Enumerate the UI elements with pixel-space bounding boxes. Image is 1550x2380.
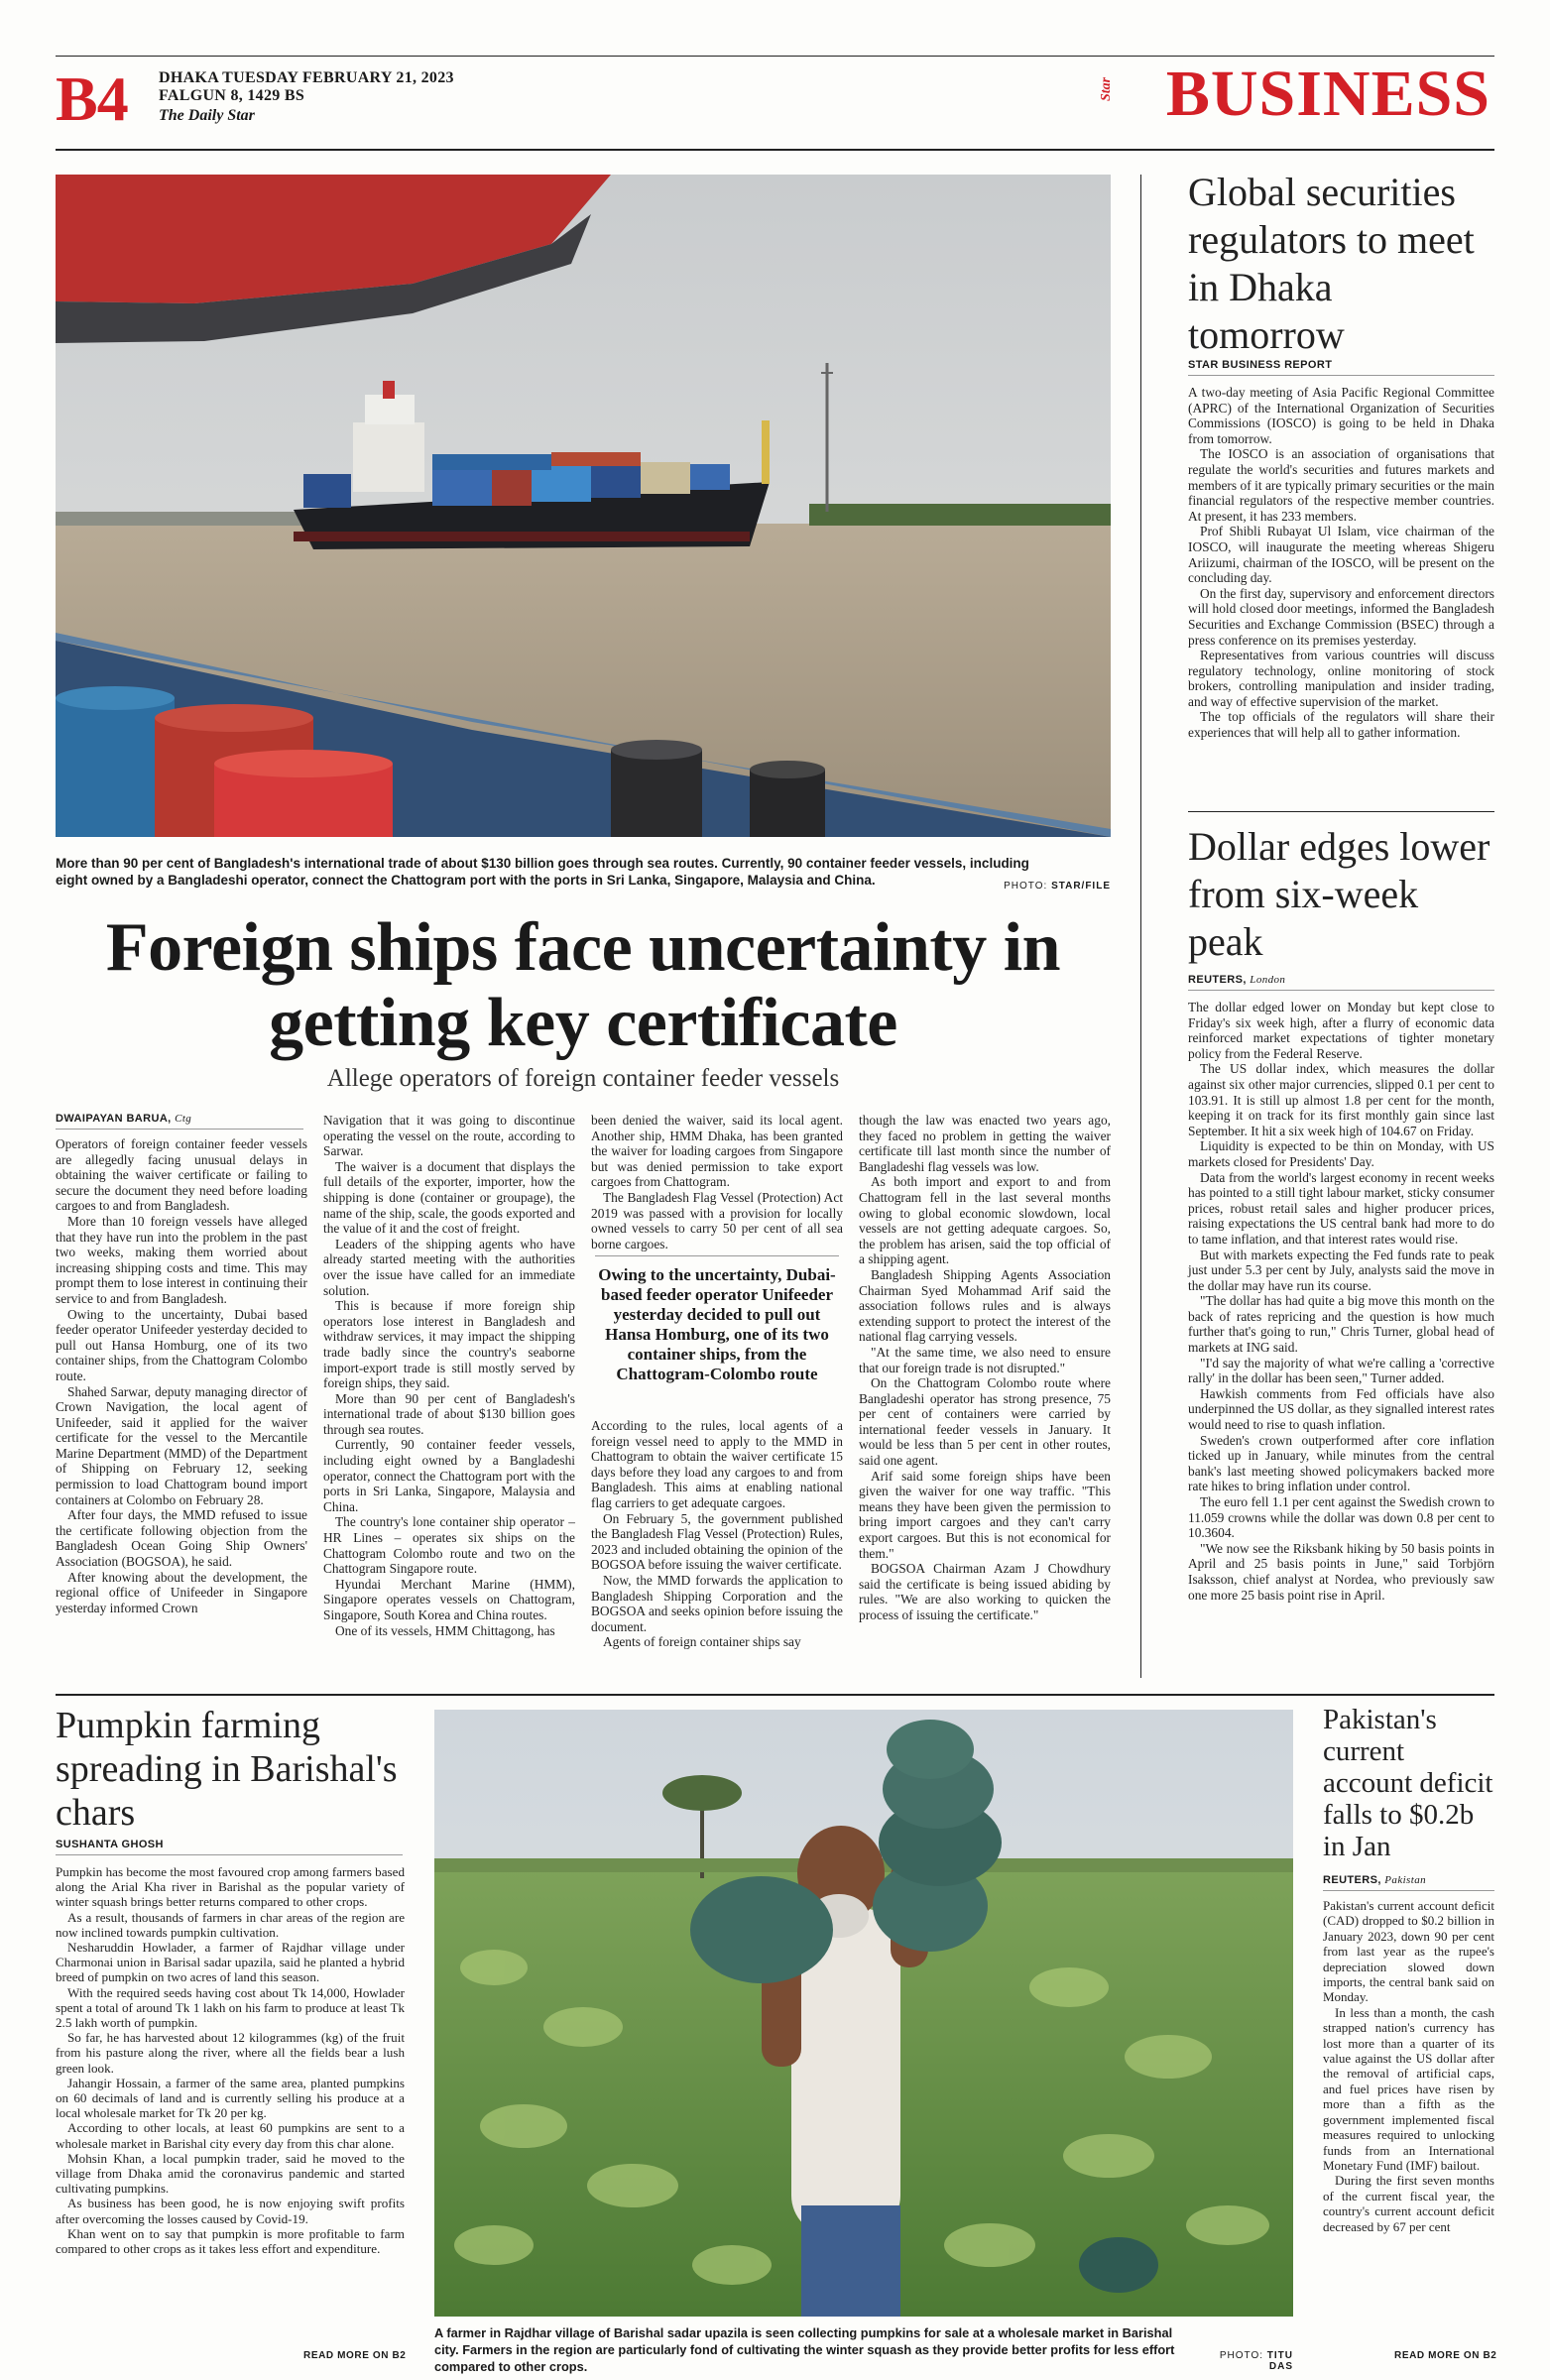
securities-headline: Global securities regulators to meet in Dhaka tomorrow: [1188, 170, 1475, 357]
lead-byline-name: DWAIPAYAN BARUA,: [56, 1113, 172, 1125]
lead-paragraph: This is because if more foreign ship operators lose interest in Bangladesh and withdraw services, it may impact the shipping trade badly since the country's seaborne import-export trade is still mostly served by foreign ships, they said.: [323, 1298, 575, 1391]
dollar-paragraph: The dollar edged lower on Monday but kept close to Friday's six week high, after a flurry of economic data reinforced market expectations of tighter monetary policy from the Federal Reserve.: [1188, 1000, 1494, 1061]
pumpkin-photo-credit: [1198, 2350, 1293, 2372]
lead-paragraph: The Bangladesh Flag Vessel (Protection) Act 2019 was passed with a provision for locally owned vessels to carry 50 per cent of all sea borne cargoes.: [591, 1189, 843, 1251]
ship-photo: [56, 175, 1111, 837]
lead-paragraph: Operators of foreign container feeder vessels are allegedly facing unusual delays in obtaining the waiver certificate or failing to secure the document they need before loading cargoes to and from Bangladesh.: [56, 1136, 307, 1214]
lead-byline-dateline: Ctg: [175, 1113, 192, 1125]
lead-paragraph: Leaders of the shipping agents who have already started meeting with the authorities over the issue have called for an immediate solution.: [323, 1236, 575, 1298]
securities-paragraph: Representatives from various countries will discuss regulatory technology, online monitoring of stock brokers, controlling manipulation and insider trading, and way of effective supervision of the market.: [1188, 648, 1494, 709]
photo-credit-label: PHOTO:: [1004, 881, 1048, 892]
pumpkin-read-more[interactable]: READ MORE ON B2: [303, 2350, 407, 2361]
lead-paragraph: Shahed Sarwar, deputy managing director of Crown Navigation, the local agent of Unifeeder, said it applied for the waiver certificate for the vessel to the Mercantile Marine Department (MMD) of the Department of Shipping on February 12, seeking permission to load Chattogram bound import containers at Colombo on February 28.: [56, 1383, 307, 1507]
dateline-bangla-date: FALGUN 8, 1429 BS: [159, 87, 305, 104]
lead-paragraph: Hyundai Merchant Marine (HMM), Singapore operates vessels on Chattogram, Singapore, South Korea and China routes.: [323, 1576, 575, 1622]
lead-paragraph: As both import and export to and from Chattogram fell in the last several months owing to global economic slowdown, local vessels are not getting adequate cargoes. So, the problem has arisen, said the top official of a shipping agent.: [859, 1174, 1111, 1267]
lead-byline: [56, 1113, 191, 1125]
dollar-byline-name: REUTERS,: [1188, 974, 1247, 986]
lead-column-3: [591, 1113, 843, 1251]
lead-paragraph: "At the same time, we also need to ensure that our foreign trade is not disrupted.": [859, 1344, 1111, 1375]
lead-paragraph: Currently, 90 container feeder vessels, including eight owned by a Bangladeshi operator, connect the Chattogram port with the ports in Sri Lanka, Singapore, Malaysia and China.: [323, 1437, 575, 1514]
pakistan-headline: Pakistan's current account deficit falls to $0.2b in Jan: [1323, 1704, 1493, 1862]
securities-paragraph: The IOSCO is an association of organisations that regulate the world's securities and futures markets and members of it are typically primary securities or the main financial regulators of the respective member countries. At present, it has 233 members.: [1188, 446, 1494, 524]
lead-paragraph: Owing to the uncertainty, Dubai based feeder operator Unifeeder yesterday decided to pull out Hansa Homburg, one of its two container ships, from the Chattogram Colombo route.: [56, 1306, 307, 1383]
top-rule: [56, 56, 1494, 57]
lead-column-3b: [591, 1418, 843, 1650]
ship-photo-credit: [1002, 881, 1111, 892]
lead-paragraph: On the Chattogram Colombo route where Bangladeshi operator has strong presence, 75 per cent of containers were carried by international feeder vessels in January. It would be less than 5 per cent in other routes, said one agent.: [859, 1375, 1111, 1469]
dollar-paragraph: Data from the world's largest economy in recent weeks has pointed to a still tight labour market, sticky consumer prices, robust retail sales and higher producer prices, raising expectations the US central bank had more to do to tame inflation, and that interest rates would rise.: [1188, 1169, 1494, 1247]
lead-paragraph: Bangladesh Shipping Agents Association Chairman Syed Mohammad Arif said the association follows rules and is always extending support to protect the interest of the national flag carrying vessels.: [859, 1266, 1111, 1345]
pumpkin-byline: SUSHANTA GHOSH: [56, 1839, 164, 1850]
byline-rule: [1188, 375, 1494, 376]
lead-paragraph: More than 10 foreign vessels have alleged that they have run into the problem in the past two weeks, making them worried about increasing shipping costs and time. This may prompt them to lose interest in continuing their service to and from Bangladesh.: [56, 1213, 307, 1306]
byline-rule: [56, 1129, 303, 1130]
paper-name: The Daily Star: [159, 107, 255, 124]
lead-paragraph: One of its vessels, HMM Chittagong, has: [335, 1622, 555, 1638]
section-logo: Star: [1099, 76, 1114, 101]
pakistan-paragraph: During the first seven months of the current fiscal year, the country's current account deficit decreased by 67 per cent: [1323, 2173, 1494, 2234]
lead-paragraph: On February 5, the government published the Bangladesh Flag Vessel (Protection) Rules, 2023 and included obtaining the opinion of the BOGSOA before issuing the waiver certificate.: [591, 1510, 843, 1573]
pull-quote-rule-top: [595, 1255, 839, 1256]
pumpkin-paragraph: As business has been good, he is now enjoying swift profits after overcoming the losses caused by Covid-19.: [56, 2196, 405, 2226]
lead-paragraph: The waiver is a document that displays the full details of the exporter, importer, how the shipping is done (container or groupage), the name of the ship, scale, the goods exported and the value of it and the cost of freight.: [323, 1158, 575, 1237]
pakistan-paragraph: In less than a month, the cash strapped nation's currency has lost more than a quarter of its value against the US dollar after the removal of artificial caps, and fuel prices have risen by more than a fifth as the government implemented fiscal measures required to unlocking funds from an International Monetary Fund (IMF) bailout.: [1323, 2004, 1494, 2173]
pumpkin-paragraph: According to other locals, at least 60 pumpkins are sent to a wholesale market in Barishal city every day from this char alone.: [56, 2120, 405, 2151]
pumpkin-photo-caption: A farmer in Rajdhar village of Barishal sadar upazila is seen collecting pumpkins for sale at a wholesale market in Barishal city. Farmers in the region are particularly fond of cultivating the winter squash as they provide better profits for less effort compared to other crops.: [434, 2325, 1175, 2374]
dollar-paragraph: "I'd say the majority of what we're calling a 'corrective rally' in the dollar has been seen," Turner added.: [1188, 1355, 1494, 1386]
dollar-paragraph: "We now see the Riksbank hiking by 50 basis points in April and 25 basis points in June," said Torbjörn Isaksson, chief analyst at Nordea, who previously saw one more 25 basis point rise in April.: [1188, 1540, 1494, 1603]
dollar-paragraph: "The dollar has had quite a big move this month on the back of rates repricing and the question is how much further that's going to run," Chris Turner, global head of markets at ING said.: [1188, 1293, 1494, 1356]
pumpkin-paragraph: Jahangir Hossain, a farmer of the same area, planted pumpkins on 60 decimals of land and is currently selling his produce at a local wholesale market for Tk 20 per kg.: [56, 2075, 405, 2121]
byline-rule: [1188, 990, 1494, 991]
byline-rule: [1323, 1890, 1494, 1891]
story-divider: [1188, 811, 1494, 812]
lead-paragraph: The country's lone container ship operator – HR Lines – operates six ships on the Chattogram Colombo route and two on the Chattogram Singapore route.: [323, 1514, 575, 1577]
pumpkin-paragraph: Khan went on to say that pumpkin is more profitable to farm compared to other crops as it takes less effort and expenditure.: [56, 2225, 405, 2257]
lead-paragraph: Navigation that it was going to discontinue operating the vessel on the route, according to Sarwar.: [323, 1113, 575, 1159]
dollar-paragraph: The euro fell 1.1 per cent against the Swedish crown to 11.059 crowns while the dollar was down 0.8 per cent to 10.3604.: [1188, 1494, 1494, 1541]
lead-subheadline: Allege operators of foreign container feeder vessels: [326, 1065, 840, 1092]
dateline: [159, 69, 454, 105]
dollar-paragraph: Hawkish comments from Fed officials have also underpinned the US dollar, as they signalled interest rates would need to rise to quash inflation.: [1188, 1385, 1494, 1433]
lead-headline: Foreign ships face uncertainty in getting key certificate: [105, 909, 1061, 1061]
lead-paragraph: After knowing about the development, the regional office of Unifeeder in Singapore yesterday informed Crown: [56, 1569, 307, 1615]
column-divider: [1140, 175, 1141, 1678]
dateline-date: DHAKA TUESDAY FEBRUARY 21, 2023: [159, 69, 454, 86]
lead-paragraph: been denied the waiver, said its local agent. Another ship, HMM Dhaka, has been granted the waiver for loading cargoes from Singapore but was denied permission to take export cargoes from Chattogram.: [591, 1113, 843, 1190]
bottom-section-rule: [56, 1694, 1494, 1696]
lead-paragraph: Arif said some foreign ships have been given the waiver for one way traffic. "This means they have been given the permission to bring import cargoes and they can't carry export cargoes. But this is not economical for them.": [859, 1468, 1111, 1561]
lead-paragraph: After four days, the MMD refused to issue the certificate following objection from the Bangladesh Ocean Going Ship Owners' Association (BOGSOA), he said.: [56, 1507, 307, 1570]
lead-paragraph: More than 90 per cent of Bangladesh's international trade of about $130 billion goes through sea routes.: [323, 1390, 575, 1437]
pakistan-read-more[interactable]: READ MORE ON B2: [1394, 2350, 1497, 2361]
photo-credit-name: TITU DAS: [1266, 2350, 1293, 2372]
securities-byline: STAR BUSINESS REPORT: [1188, 359, 1333, 371]
pumpkin-paragraph: Mohsin Khan, a local pumpkin trader, said he moved to the village from Dhaka amid the coronavirus pandemic and started cultivating pumpkins.: [56, 2150, 405, 2197]
section-title: BUSINESS: [1165, 58, 1490, 130]
lead-paragraph: According to the rules, local agents of a foreign vessel need to apply to the MMD in Chattogram to obtain the waiver certificate 15 days before they load any cargoes to and from Bangladesh. This aims at enabling national flag carriers to get adequate cargoes.: [591, 1418, 843, 1510]
dollar-body: [1188, 1000, 1494, 1603]
securities-body: [1188, 385, 1494, 741]
dollar-byline: [1188, 974, 1285, 986]
pull-quote: Owing to the uncertainty, Dubai-based feeder operator Unifeeder yesterday decided to pull out Hansa Homburg, one of its two container ships, from the Chattogram-Colombo route: [598, 1265, 836, 1383]
dollar-headline: Dollar edges lower from six-week peak: [1188, 824, 1490, 964]
dollar-paragraph: Sweden's crown outperformed after core inflation ticked up in January, while minutes from the central bank's last meeting showed policymakers backed more rate hikes to bring inflation under control.: [1188, 1432, 1494, 1494]
pumpkin-paragraph: As a result, thousands of farmers in char areas of the region are now inclined towards pumpkin cultivation.: [56, 1909, 405, 1940]
securities-paragraph: Prof Shibli Rubayat Ul Islam, vice chairman of the IOSCO, will inaugurate the meeting whereas Shigeru Ariizumi, chairman of the IOSCO, will be present on the concluding day.: [1188, 524, 1494, 586]
dollar-paragraph: The US dollar index, which measures the dollar against six other major currencies, slipped 0.1 per cent to 103.91. It is still up almost 1.8 per cent for the month, keeping it on track for its first monthly gain since last September. It hit a six week high of 104.67 on Friday.: [1188, 1061, 1494, 1138]
pumpkin-paragraph: Nesharuddin Howlader, a farmer of Rajdhar village under Charmonai union in Barisal sadar upazila, said he planted a hybrid breed of pumpkin on two acres of land this season.: [56, 1940, 405, 1985]
securities-paragraph: On the first day, supervisory and enforcement directors will hold closed door meetings, informed the Bangladesh Securities and Exchange Commission (BSEC) through a press conference on its premises yesterday.: [1188, 585, 1494, 648]
lead-paragraph: Now, the MMD forwards the application to Bangladesh Shipping Corporation and the BOGSOA and seeks opinion before issuing the document.: [591, 1572, 843, 1634]
pumpkin-paragraph: Pumpkin has become the most favoured crop among farmers based along the Arial Kha river in Barishal as the popular variety of winter squash brings better returns compared to other crops.: [56, 1864, 405, 1910]
lead-paragraph: Agents of foreign container ships say: [603, 1634, 801, 1650]
pakistan-body: [1323, 1898, 1494, 2234]
securities-paragraph: A two-day meeting of Asia Pacific Regional Committee (APRC) of the International Organization of Securities Commissions (IOSCO) is going to be held in Dhaka from tomorrow.: [1188, 385, 1494, 446]
photo-credit-name: STAR/FILE: [1051, 881, 1111, 892]
pakistan-byline: [1323, 1874, 1426, 1886]
ship-photo-caption: More than 90 per cent of Bangladesh's international trade of about $130 billion goes through sea routes. Currently, 90 container feeder vessels, including eight owned by a Bangladeshi operator, connect the Chattogram port with the ports in Sri Lanka, Singapore, Malaysia and China.: [56, 856, 1029, 888]
dollar-byline-dateline: London: [1250, 974, 1286, 986]
masthead-rule: [56, 149, 1494, 151]
pumpkin-headline: Pumpkin farming spreading in Barishal's chars: [56, 1705, 398, 1834]
lead-column-2: [323, 1113, 575, 1638]
lead-column-4: [859, 1113, 1111, 1623]
lead-paragraph: BOGSOA Chairman Azam J Chowdhury said the certificate is being issued abiding by rules. "We are also working to quicken the process of issuing the certificate.": [859, 1561, 1111, 1622]
pumpkin-paragraph: So far, he has harvested about 12 kilogrammes (kg) of the fruit from his pasture along the river, where all the fields bear a lush green look.: [56, 2030, 405, 2076]
lead-column-1: [56, 1136, 307, 1615]
securities-paragraph: The top officials of the regulators will share their experiences that will help all to gather information.: [1188, 709, 1494, 741]
pumpkin-photo: [434, 1710, 1293, 2317]
page-number: B4: [56, 63, 128, 134]
dollar-paragraph: But with markets expecting the Fed funds rate to peak just under 5.3 per cent by July, analysts said the move in the dollar may have run its course.: [1188, 1247, 1494, 1293]
byline-rule: [56, 1854, 403, 1855]
pumpkin-body: [56, 1864, 405, 2256]
pakistan-paragraph: Pakistan's current account deficit (CAD) dropped to $0.2 billion in January 2023, down 90 per cent from last year as the rupee's depreciation slowed down imports, the central bank said on Monday.: [1323, 1898, 1494, 2005]
photo-credit-label: PHOTO:: [1219, 2350, 1263, 2361]
pakistan-byline-name: REUTERS,: [1323, 1874, 1381, 1886]
dollar-paragraph: Liquidity is expected to be thin on Monday, with US markets closed for Presidents' Day.: [1188, 1138, 1494, 1169]
lead-paragraph: though the law was enacted two years ago, they faced no problem in getting the waiver certificate till last month since the number of Bangladeshi flag vessels was low.: [859, 1113, 1111, 1174]
pakistan-byline-dateline: Pakistan: [1384, 1874, 1426, 1886]
pumpkin-paragraph: With the required seeds having cost about Tk 14,000, Howlader spent a total of around Tk 1 lakh on his farm to produce at least Tk 2.5 lakh worth of pumpkin.: [56, 1984, 405, 2031]
